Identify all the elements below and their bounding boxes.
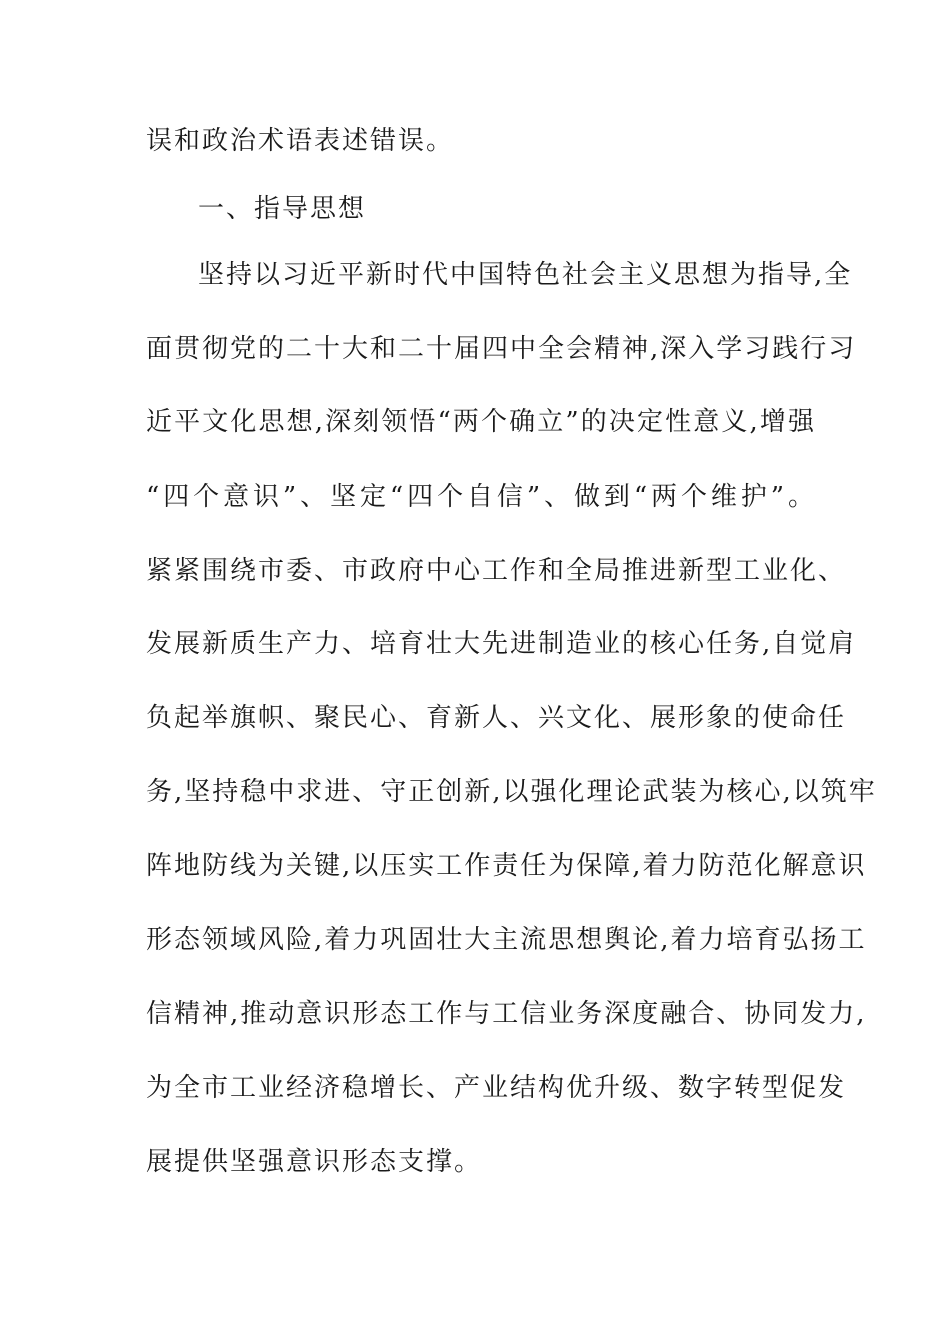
body-line: 近平文化思想,深刻领悟“两个确立”的决定性意义,增强 [146, 407, 816, 437]
body-line: 面贯彻党的二十大和二十届四中全会精神,深入学习践行习 [146, 334, 857, 364]
body-line: 阵地防线为关键,以压实工作责任为保障,着力防范化解意识 [146, 851, 867, 881]
section-heading: 一、指导思想 [198, 194, 367, 224]
body-line: 为全市工业经济稳增长、产业结构优升级、数字转型促发 [146, 1073, 847, 1103]
body-line: 负起举旗帜、聚民心、育新人、兴文化、展形象的使命任 [146, 703, 847, 733]
body-line: 展提供坚强意识形态支撑。 [146, 1147, 483, 1177]
body-line: 务,坚持稳中求进、守正创新,以强化理论武装为核心,以筑牢 [146, 777, 877, 807]
body-line: 紧紧围绕市委、市政府中心工作和全局推进新型工业化、 [146, 556, 847, 586]
body-line: 信精神,推动意识形态工作与工信业务深度融合、协同发力, [146, 999, 867, 1029]
body-line: “四个意识”、坚定“四个自信”、做到“两个维护”。 [146, 482, 816, 512]
body-line: 发展新质生产力、培育壮大先进制造业的核心任务,自觉肩 [146, 629, 857, 659]
paragraph-continuation-line: 误和政治术语表述错误。 [146, 126, 455, 156]
body-line: 坚持以习近平新时代中国特色社会主义思想为指导,全 [198, 260, 853, 290]
body-line: 形态领域风险,着力巩固壮大主流思想舆论,着力培育弘扬工 [146, 925, 867, 955]
